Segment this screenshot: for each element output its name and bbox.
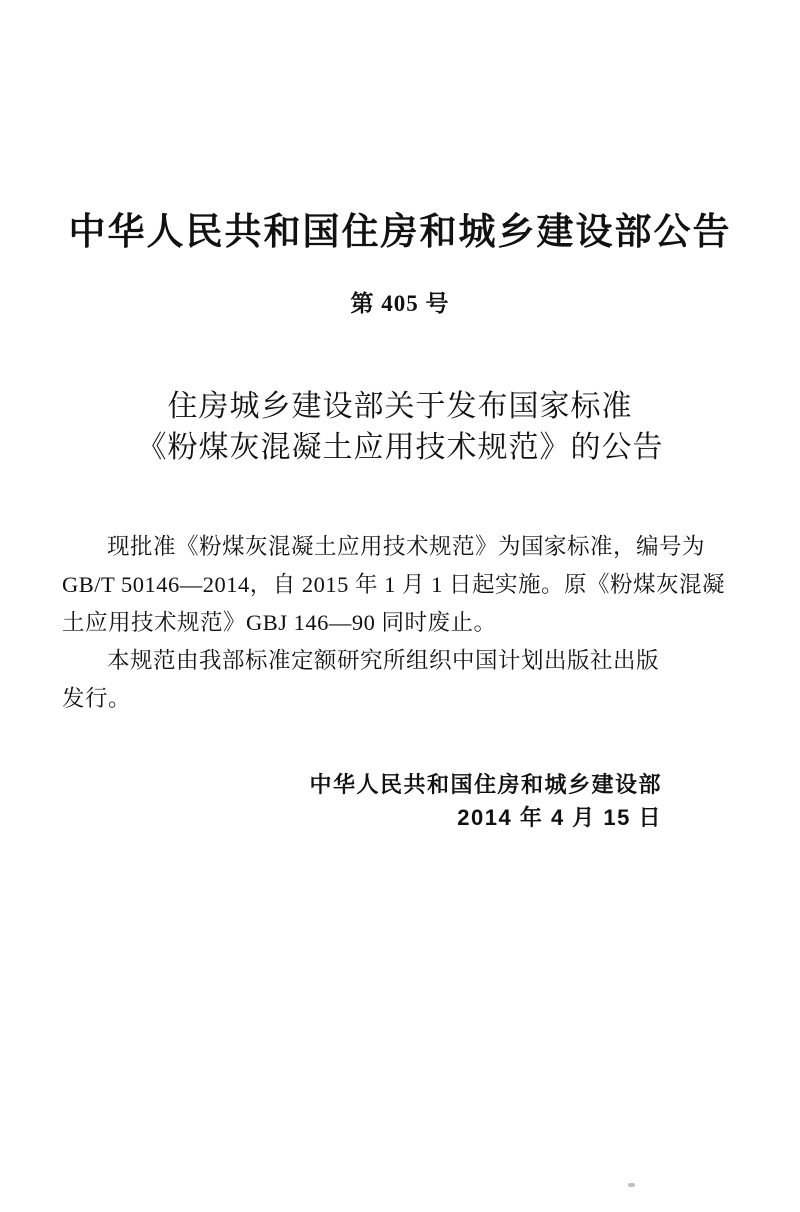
- announcement-subtitle: [0, 386, 800, 468]
- body-line: 本规范由我部标准定额研究所组织中国计划出版社出版: [107, 648, 660, 673]
- signature-issuer: 中华人民共和国住房和城乡建设部: [309, 772, 662, 797]
- body-line: 土应用技术规范》GBJ 146—90 同时废止。: [62, 610, 497, 635]
- body-paragraph-2: [62, 642, 740, 718]
- signature-date: 2014 年 4 月 15 日: [457, 805, 662, 830]
- page-title: 中华人民共和国住房和城乡建设部公告: [68, 211, 732, 252]
- body-line: 发行。: [62, 686, 132, 711]
- signature-block: [309, 768, 662, 834]
- document-number: 第 405 号: [350, 291, 450, 316]
- subtitle-line-2: 《粉煤灰混凝土应用技术规范》的公告: [136, 431, 664, 464]
- body-text: [62, 528, 740, 718]
- subtitle-line-1: 住房城乡建设部关于发布国家标准: [167, 390, 633, 423]
- body-line: GB/T 50146—2014，自 2015 年 1 月 1 日起实施。原《粉煤灰混凝: [62, 572, 725, 597]
- scan-speck-artifact: [628, 1183, 635, 1187]
- body-line: 现批准《粉煤灰混凝土应用技术规范》为国家标准，编号为: [107, 534, 706, 559]
- body-paragraph-1: [62, 528, 740, 642]
